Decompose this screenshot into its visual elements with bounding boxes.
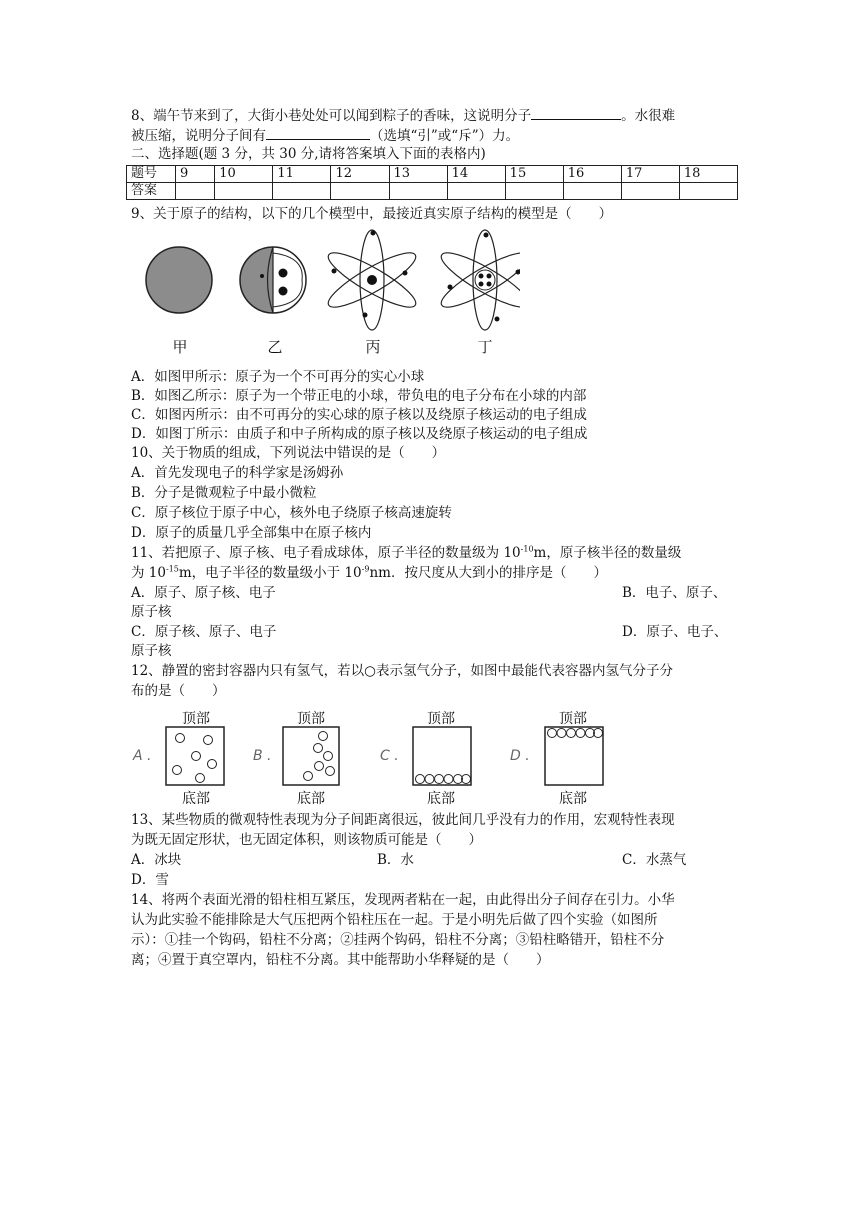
container-a <box>166 727 224 785</box>
answer-cell[interactable] <box>563 183 621 200</box>
answer-cell[interactable] <box>176 183 215 200</box>
q10-option-b[interactable]: B．分子是微观粒子中最小微粒 <box>131 485 317 501</box>
q11-option-c[interactable]: C．原子核、原子、电子 <box>131 624 277 640</box>
q9-option-a[interactable]: A．如图甲所示：原子为一个不可再分的实心小球 <box>131 369 425 385</box>
answer-cell[interactable] <box>621 183 679 200</box>
section2-heading: 二、选择题(题 3 分，共 30 分,请将答案填入下面的表格内) <box>131 146 486 162</box>
q11-text: m，原子核半径的数量级 <box>533 545 682 561</box>
container-c <box>413 727 471 785</box>
q12-top-a: 顶部 <box>182 711 210 727</box>
q9-option-b[interactable]: B．如图乙所示：原子为一个带正电的小球，带负电的电子分布在小球的内部 <box>131 388 587 404</box>
q11-stem-line2 <box>131 564 607 583</box>
q11-option-b[interactable]: B．电子、原子、 <box>622 585 727 601</box>
table-cell: 14 <box>447 166 505 183</box>
q11-text: 11、若把原子、原子核、电子看成球体，原子半径的数量级为 10 <box>131 545 521 561</box>
q13-option-c[interactable]: C．水蒸气 <box>622 852 687 868</box>
q11-exponent: -9 <box>361 564 370 574</box>
label-bing: 丙 <box>365 338 381 356</box>
q11-exponent: -10 <box>520 544 534 554</box>
q8-line2 <box>131 125 519 146</box>
q12-bottom-c: 底部 <box>427 791 455 807</box>
q11-text: m，电子半径的数量级小于 10 <box>178 565 362 581</box>
q11-option-b-cont: 原子核 <box>131 604 172 620</box>
container-b <box>283 727 339 785</box>
q13-option-b[interactable]: B．水 <box>377 852 414 868</box>
q12-top-c: 顶部 <box>427 711 455 727</box>
q10-stem: 10、关于物质的组成，下列说法中错误的是（ ） <box>131 445 446 461</box>
q12-label-c: C . <box>380 748 399 764</box>
q12-bottom-b: 底部 <box>297 791 325 807</box>
q13-option-a[interactable]: A．冰块 <box>131 852 182 868</box>
plum-pudding-model <box>240 247 306 313</box>
q14-stem-line4: 离；④置于真空罩内，铅柱不分离。其中能帮助小华释疑的是（ ） <box>131 952 550 968</box>
q8-text-b: 。水很难 <box>621 108 676 124</box>
q11-option-d[interactable]: D．原子、电子、 <box>622 624 728 640</box>
label-yi: 乙 <box>267 338 283 356</box>
q12-label-b: B . <box>253 748 272 764</box>
q11-option-a[interactable]: A．原子、原子核、电子 <box>131 585 276 601</box>
answer-cell[interactable] <box>505 183 563 200</box>
q11-text: 为 10 <box>131 565 166 581</box>
table-cell: 9 <box>176 166 215 183</box>
q12-bottom-a: 底部 <box>182 791 210 807</box>
table-cell: 答案 <box>127 183 176 200</box>
q12-label-a: A . <box>133 748 152 764</box>
answer-cell[interactable] <box>447 183 505 200</box>
nucleon-model <box>436 230 520 330</box>
answer-cell[interactable] <box>389 183 447 200</box>
hydrogen-containers-figure <box>160 726 610 788</box>
table-cell: 10 <box>215 166 273 183</box>
answer-cell[interactable] <box>331 183 389 200</box>
q11-exponent: -15 <box>165 564 179 574</box>
q9-stem: 9、关于原子的结构，以下的几个模型中，最接近真实原子结构的模型是（ ） <box>131 206 613 222</box>
table-cell: 18 <box>679 166 737 183</box>
answer-cell[interactable] <box>215 183 273 200</box>
answer-cell[interactable] <box>273 183 331 200</box>
table-cell: 12 <box>331 166 389 183</box>
label-jia: 甲 <box>172 338 188 356</box>
q12-stem-line2: 布的是（ ） <box>131 683 226 699</box>
q14-stem-line3: 示）：①挂一个钩码，铅柱不分离；②挂两个钩码，铅柱不分离；③铅柱略错开，铅柱不分 <box>131 932 665 948</box>
table-cell: 题号 <box>127 166 176 183</box>
table-cell: 13 <box>389 166 447 183</box>
q8-blank-2[interactable] <box>266 125 370 140</box>
q9-option-c[interactable]: C．如图丙所示：由不可再分的实心球的原子核以及绕原子核运动的电子组成 <box>131 407 587 423</box>
q11-stem-line1 <box>131 544 681 563</box>
q14-stem-line2: 认为此实验不能排除是大气压把两个铅柱压在一起。于是小明先后做了四个实验（如图所 <box>131 912 658 928</box>
atom-models-figure <box>140 225 520 365</box>
q8-text-c: 被压缩，说明分子间有 <box>131 128 266 144</box>
q8-blank-1[interactable] <box>531 105 621 120</box>
table-cell: 15 <box>505 166 563 183</box>
nuclear-model <box>323 230 422 330</box>
q13-option-d[interactable]: D．雪 <box>131 872 169 888</box>
q14-stem-line1: 14、将两个表面光滑的铅柱相互紧压，发现两者粘在一起，由此得出分子间存在引力。小华 <box>131 892 675 908</box>
answer-cell[interactable] <box>679 183 737 200</box>
q13-stem-line1: 13、某些物质的微观特性表现为分子间距离很远，彼此间几乎没有力的作用，宏观特性表现 <box>131 812 675 828</box>
q11-option-d-cont: 原子核 <box>131 643 172 659</box>
q8-line1 <box>131 105 675 126</box>
table-row-answers <box>127 183 738 200</box>
answer-table <box>126 165 738 200</box>
q12-stem-line1: 12、静置的密封容器内只有氢气，若以○表示氢气分子，如图中最能代表容器内氢气分子分 <box>131 663 673 679</box>
q11-text: nm．按尺度从大到小的排序是（ ） <box>369 565 607 581</box>
container-d <box>545 727 603 785</box>
table-cell: 16 <box>563 166 621 183</box>
q10-option-c[interactable]: C．原子核位于原子中心，核外电子绕原子核高速旋转 <box>131 505 452 521</box>
q8-text-a: 8、端午节来到了，大街小巷处处可以闻到粽子的香味，这说明分子 <box>131 108 532 124</box>
q10-option-a[interactable]: A．首先发现电子的科学家是汤姆孙 <box>131 465 344 481</box>
table-row-numbers <box>127 166 738 183</box>
q12-bottom-d: 底部 <box>559 791 587 807</box>
q12-top-b: 顶部 <box>297 711 325 727</box>
q13-stem-line2: 为既无固定形状，也无固定体积，则该物质可能是（ ） <box>131 832 482 848</box>
q12-label-d: D . <box>510 748 530 764</box>
q12-top-d: 顶部 <box>559 711 587 727</box>
table-cell: 11 <box>273 166 331 183</box>
table-cell: 17 <box>621 166 679 183</box>
q10-option-d[interactable]: D．原子的质量几乎全部集中在原子核内 <box>131 525 372 541</box>
q9-option-d[interactable]: D．如图丁所示：由质子和中子所构成的原子核以及绕原子核运动的电子组成 <box>131 426 588 442</box>
q8-text-d: （选填“引”或“斥”）力。 <box>370 128 520 144</box>
label-ding: 丁 <box>477 338 493 356</box>
solid-sphere-model <box>146 247 212 313</box>
